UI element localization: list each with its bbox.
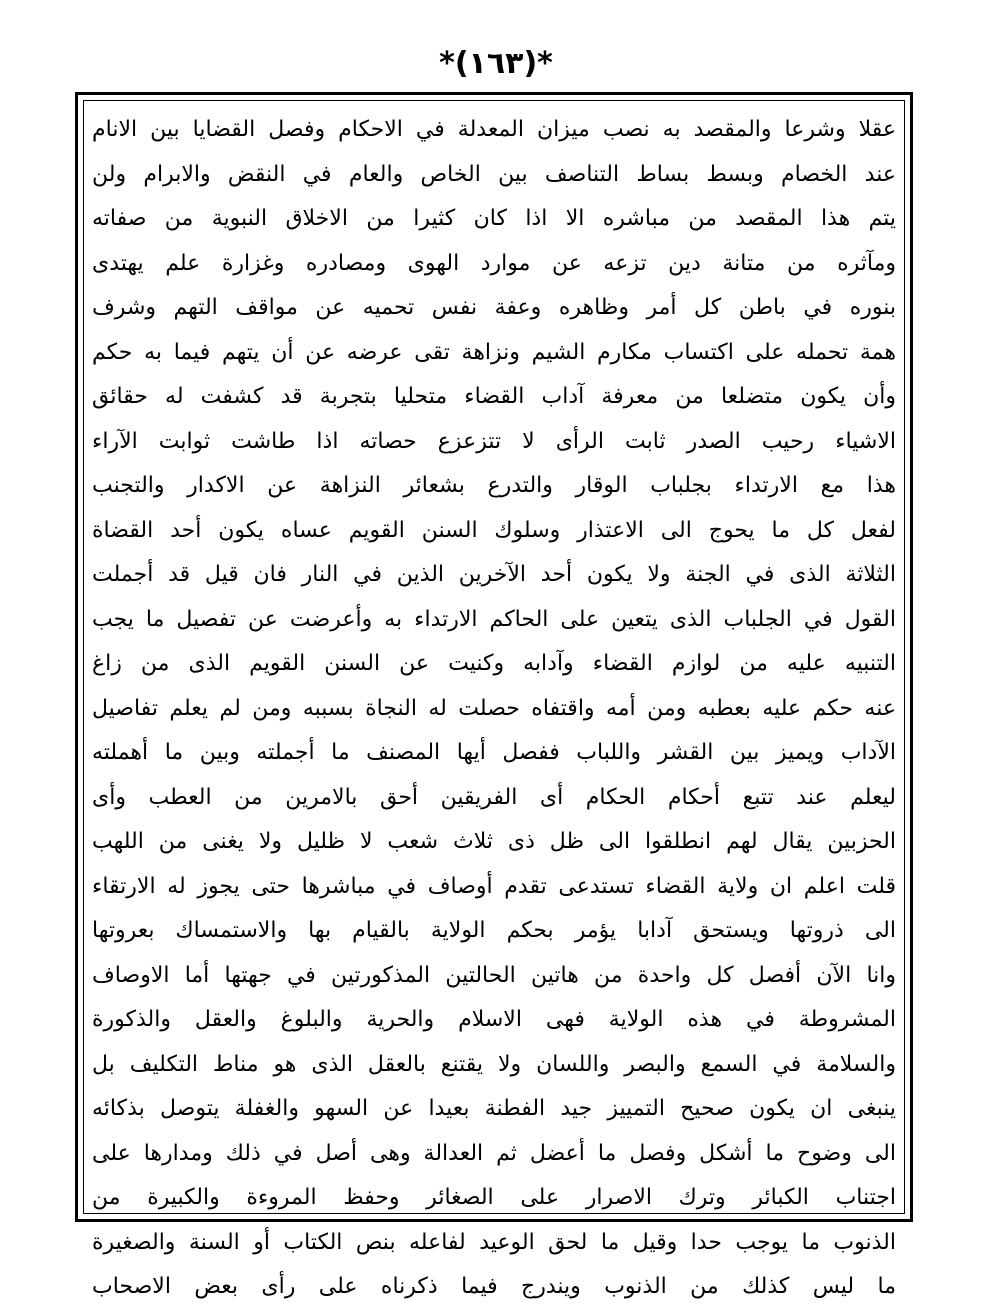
text-line: الى ذروتها ويستحق آدابا يؤمر بحكم الولاية بالقيام بها والاستمساك بعروتها bbox=[92, 918, 896, 943]
text-line: القول في الجلباب الذى يتعين على الحاكم الارتداء به وأعرضت عن تفصيل ما يجب bbox=[92, 606, 896, 632]
text-line: همة تحمله على اكتساب مكارم الشيم ونزاهة تقى عرضه عن أن يتهم فيما به حكم bbox=[92, 339, 896, 365]
text-line: عند الخصام وبسط بساط التناصف بين الخاص والعام في النقض والابرام ولن bbox=[92, 161, 896, 187]
text-line: التنبيه عليه من لوازم القضاء وآدابه وكنيت عن السنن القويم الذى من زاغ bbox=[92, 651, 896, 676]
text-line: الثلاثة الذى في الجنة ولا يكون أحد الآخرين الذين في النار فان قيل قد أجملت bbox=[92, 562, 896, 587]
text-line: وانا الآن أفصل كل واحدة من هاتين الحالتين المذكورتين في جهتها أما الاوصاف bbox=[92, 962, 896, 988]
text-line: بنوره في باطن كل أمر وظاهره وعفة نفس تحميه عن مواقف التهم وشرف bbox=[92, 295, 896, 320]
text-line: الآداب ويميز بين القشر واللباب ففصل أيها المصنف ما أجملته وبين ما أهملته bbox=[92, 740, 896, 765]
text-line: عقلا وشرعا والمقصد به نصب ميزان المعدلة في الاحكام وفصل القضايا بين الانام bbox=[92, 117, 896, 142]
text-line: الى وضوح ما أشكل وفصل ما أعضل ثم العدالة وهى أصل في ذلك ومدارها على bbox=[92, 1140, 896, 1166]
text-line: ينبغى ان يكون صحيح التمييز جيد الفطنة بعيدا عن السهو والغفلة يتوصل بذكائه bbox=[92, 1096, 896, 1121]
page-number: *(١٦٣)* bbox=[439, 46, 553, 81]
text-line: الاشياء رحيب الصدر ثابت الرأى لا تتزعزع حصاته اذا طاشت ثوابت الآراء bbox=[92, 428, 896, 454]
text-line: لفعل كل ما يحوج الى الاعتذار وسلوك السنن القويم عساه يكون أحد القضاة bbox=[92, 517, 896, 543]
text-line: يتم هذا المقصد من مباشره الا اذا كان كثيرا من الاخلاق النبوية من صفاته bbox=[92, 206, 896, 231]
text-line: قلت اعلم ان ولاية القضاء تستدعى تقدم أوصاف في مباشرها حتى يجوز له الارتقاء bbox=[92, 873, 896, 899]
text-line: ما ليس كذلك من الذنوب ويندرج فيما ذكرناه على رأى بعض الاصحاب bbox=[92, 1274, 896, 1299]
text-line: الذنوب ما يوجب حدا وقيل ما لحق الوعيد لفاعله بنص الكتاب أو السنة والصغيرة bbox=[92, 1229, 896, 1255]
text-line: ليعلم عند تتبع أحكام الحكام أى الفريقين أحق بالامرين من العطب وأى bbox=[92, 784, 896, 810]
text-line: هذا مع الارتداء بجلباب الوقار والتدرع بشعائر النزاهة عن الاكدار والتجنب bbox=[92, 473, 896, 498]
text-line: المشروطة في هذه الولاية فهى الاسلام والحرية والبلوغ والعقل والذكورة bbox=[92, 1007, 896, 1032]
text-line: اجتناب الكبائر وترك الاصرار على الصغائر وحفظ المروءة والكبيرة من bbox=[92, 1185, 896, 1210]
text-line: والسلامة في السمع والبصر واللسان ولا يقتنع بالعقل الذى هو مناط التكليف بل bbox=[92, 1051, 896, 1077]
text-line: الحزبين يقال لهم انطلقوا الى ظل ذى ثلاث شعب لا ظليل ولا يغنى من اللهب bbox=[92, 829, 896, 854]
text-line: ومآثره من متانة دين تزعه عن موارد الهوى ومصادره وغزارة علم يهتدى bbox=[92, 250, 896, 276]
text-line: وأن يكون متضلعا من معرفة آداب القضاء متحليا بتجربة قد كشفت له حقائق bbox=[92, 384, 896, 409]
text-line: عنه حكم عليه بعطبه ومن أمه واقتفاه حصلت له النجاة بسببه ومن لم يعلم تفاصيل bbox=[92, 695, 896, 721]
main-text-block bbox=[92, 108, 896, 1299]
